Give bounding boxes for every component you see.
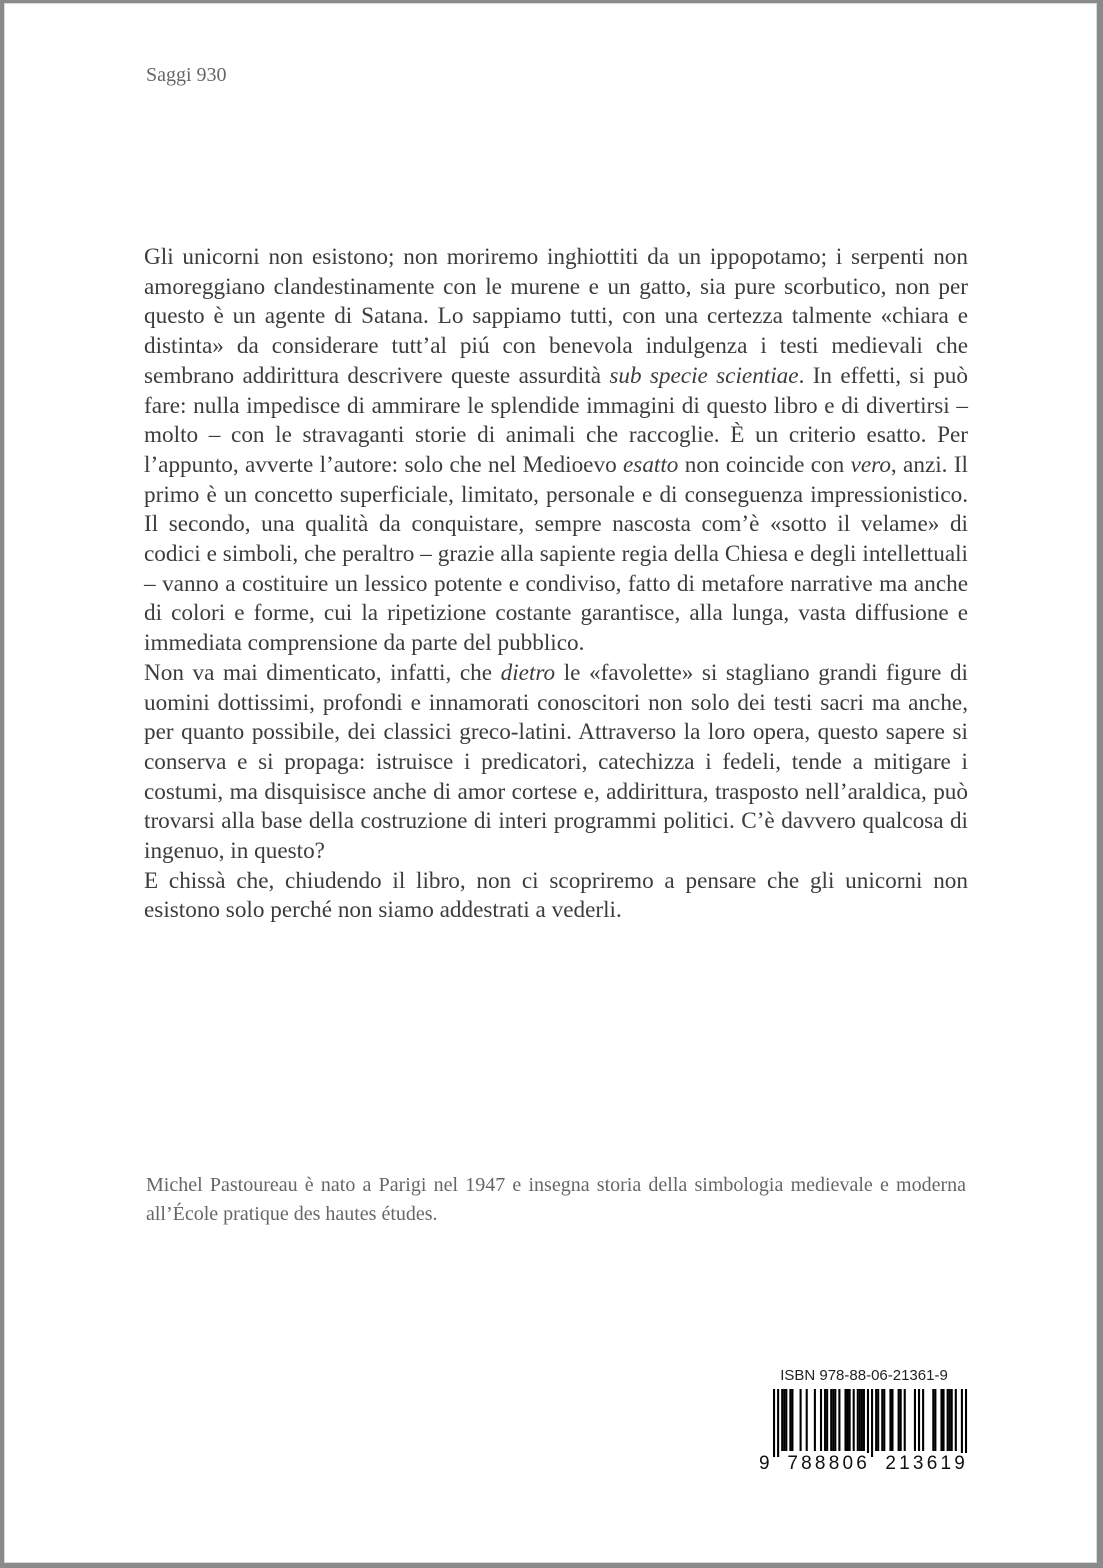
- barcode-bar: [834, 1389, 836, 1451]
- barcode-bar: [806, 1389, 808, 1451]
- barcode-bar: [791, 1389, 793, 1451]
- barcode-bar: [932, 1389, 934, 1451]
- barcode-bar: [859, 1389, 861, 1451]
- isbn-label: ISBN 978-88-06-21361-9: [780, 1367, 948, 1384]
- barcode-bar: [947, 1389, 949, 1451]
- barcode-bar: [789, 1389, 791, 1451]
- barcode-bar: [891, 1389, 893, 1451]
- barcode-first-digit: 9: [759, 1453, 770, 1474]
- barcode-bars: [759, 1389, 969, 1457]
- barcode-bar: [881, 1389, 883, 1451]
- barcode-bar: [853, 1389, 855, 1451]
- barcode-bar: [820, 1389, 822, 1451]
- author-note: Michel Pastoureau è nato a Parigi nel 1947 e insegna storia della simbologia medievale e moderna all’École pratique des hautes études.: [146, 1174, 966, 1225]
- barcode-bar: [857, 1389, 859, 1451]
- barcode-bar: [824, 1389, 826, 1451]
- barcode-bar: [875, 1389, 877, 1451]
- barcode-bar: [934, 1389, 936, 1451]
- barcode-bar: [914, 1389, 916, 1451]
- barcode-bar: [783, 1389, 785, 1451]
- barcode-bar: [863, 1389, 865, 1451]
- blurb-paragraph-1: Gli unicorni non esistono; non moriremo inghiottiti da un ippopotamo; i serpenti non amoreggiano clandestinamente con le murene e un gatto, sia pure scorbutico, non per questo è un agente di Satana. Lo sappiamo tutti, con una certezza talmente «chiara e distinta» da considerare tutt’al piú con benevola indulgenza i testi medievali che sembrano addirittura descrivere queste assurdità sub specie scientiae. In effetti, si può fare: nulla impedisce di ammirare le splendide immagini di questo libro e di divertirsi – molto – con le stravaganti storie di animali che raccoglie. È un criterio esatto. Per l’appunto, avverte l’autore: solo che nel Medioevo esatto non coincide con vero, anzi. Il primo è un concetto superficiale, limitato, personale e di conseguenza impressionistico. Il secondo, una qualità da conquistare, sempre nascosta com’è «sotto il velame» di codici e simboli, che peraltro – grazie alla sapiente regia della Chiesa e degli intellettuali – vanno a costituire un lessico potente e condiviso, fatto di metafore narrative ma anche di colori e forme, cui la ripetizione costante garantisce, alla lunga, vasta diffusione e immediata comprensione da parte del pubblico.: [144, 244, 968, 657]
- barcode-bar: [838, 1389, 840, 1451]
- barcode-digits: [759, 1453, 969, 1475]
- barcode-bar: [830, 1389, 832, 1451]
- barcode-bar: [961, 1389, 963, 1457]
- blurb-text: [144, 243, 968, 926]
- isbn-barcode: [759, 1367, 969, 1475]
- blurb-paragraph-3: E chissà che, chiudendo il libro, non ci scopriremo a pensare che gli unicorni non esistono solo perché non siamo addestrati a vederli.: [144, 867, 968, 924]
- barcode-bar: [877, 1389, 879, 1451]
- barcode-bar: [867, 1389, 869, 1457]
- barcode-bar: [800, 1389, 802, 1451]
- barcode-bar: [861, 1389, 863, 1451]
- blurb-paragraph-2: Non va mai dimenticato, infatti, che dietro le «favolette» si stagliano grandi figure di uomini dottissimi, profondi e innamorati conoscitori non solo dei testi sacri ma anche, per quanto possibile, dei classici greco-latini. Attraverso la loro opera, questo sapere si conserva e si propaga: istruisce i predicatori, catechizza i fedeli, tende a mitigare i costumi, ma disquisisce anche di amor cortese e, addirittura, trasposto nell’araldica, può trovarsi alla base della costruzione di interi programmi politici. C’è davvero qualcosa di ingenuo, in questo?: [144, 659, 968, 865]
- barcode-bar: [814, 1389, 816, 1451]
- barcode-bar: [844, 1389, 846, 1451]
- barcode-bar: [900, 1389, 902, 1451]
- barcode-bar: [781, 1389, 783, 1451]
- barcode-bar: [955, 1389, 957, 1451]
- series-label: Saggi 930: [146, 64, 227, 86]
- barcode-bar: [883, 1389, 885, 1451]
- barcode-bar: [922, 1389, 924, 1451]
- barcode-bar: [777, 1389, 779, 1457]
- barcode-bar: [847, 1389, 849, 1451]
- barcode-bar: [965, 1389, 967, 1457]
- barcode-left-digits: 788806: [787, 1453, 870, 1474]
- barcode-bar: [904, 1389, 906, 1451]
- barcode-bar: [849, 1389, 851, 1451]
- barcode-bar: [942, 1389, 944, 1451]
- barcode-bar: [949, 1389, 951, 1451]
- back-cover: [4, 3, 1097, 1563]
- barcode-bar: [898, 1389, 900, 1451]
- barcode-bar: [918, 1389, 920, 1451]
- barcode-bar: [785, 1389, 787, 1451]
- barcode-bar: [889, 1389, 891, 1451]
- barcode-bar: [832, 1389, 834, 1451]
- barcode-bar: [951, 1389, 953, 1451]
- barcode-right-digits: 213619: [885, 1453, 968, 1474]
- barcode-bar: [773, 1389, 775, 1457]
- barcode-bar: [826, 1389, 828, 1451]
- barcode-bar: [940, 1389, 942, 1451]
- barcode-bar: [871, 1389, 873, 1457]
